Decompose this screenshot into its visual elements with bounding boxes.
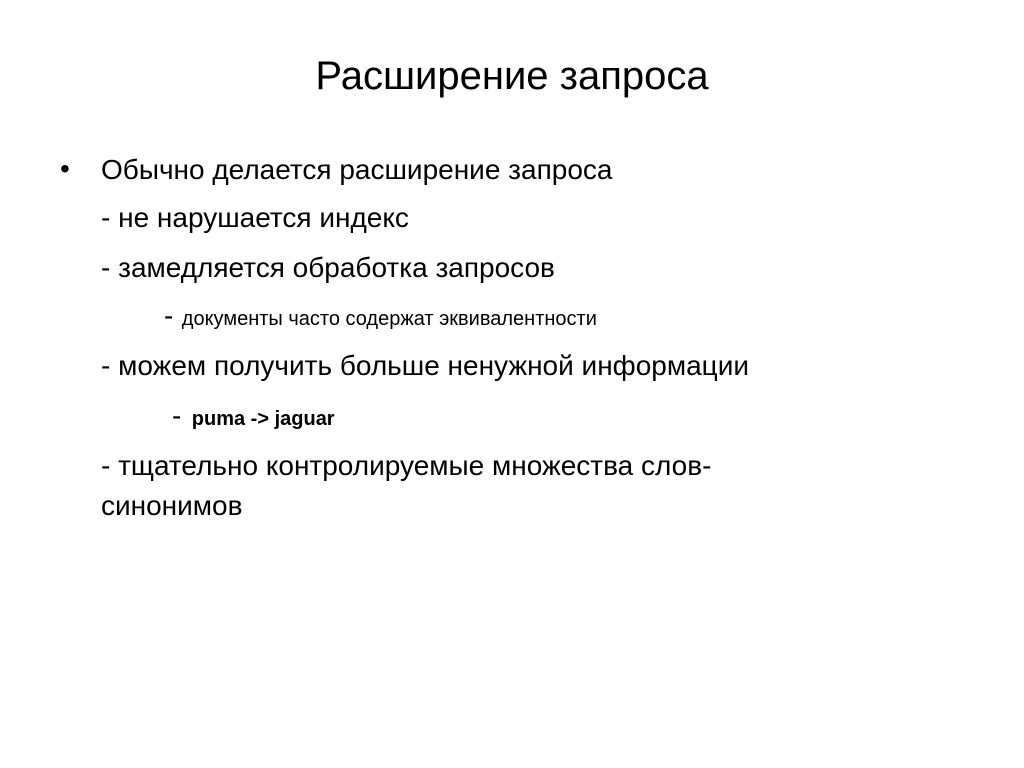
nested-dash: - [164,300,174,331]
sub-item-synonyms: - тщательно контролируемые множества слов- [101,450,712,481]
nested-text: puma -> jaguar [191,408,335,430]
bullet-text: Обычно делается расширение запроса [101,154,613,185]
slide-title: Расширение запроса [315,54,709,98]
nested-dash: - [172,400,182,431]
nested-item-equivalence [164,301,597,332]
bullet-icon: • [60,153,70,184]
sub-item-extra-info: - можем получить больше ненужной информации [101,350,749,381]
nested-text: документы часто содержат эквивалентности [181,308,597,330]
sub-item-slowdown: - замедляется обработка запросов [101,252,555,283]
sub-item-synonyms-cont: синонимов [101,490,243,521]
sub-item-index: - не нарушается индекс [101,202,409,233]
nested-item-example [172,401,335,432]
